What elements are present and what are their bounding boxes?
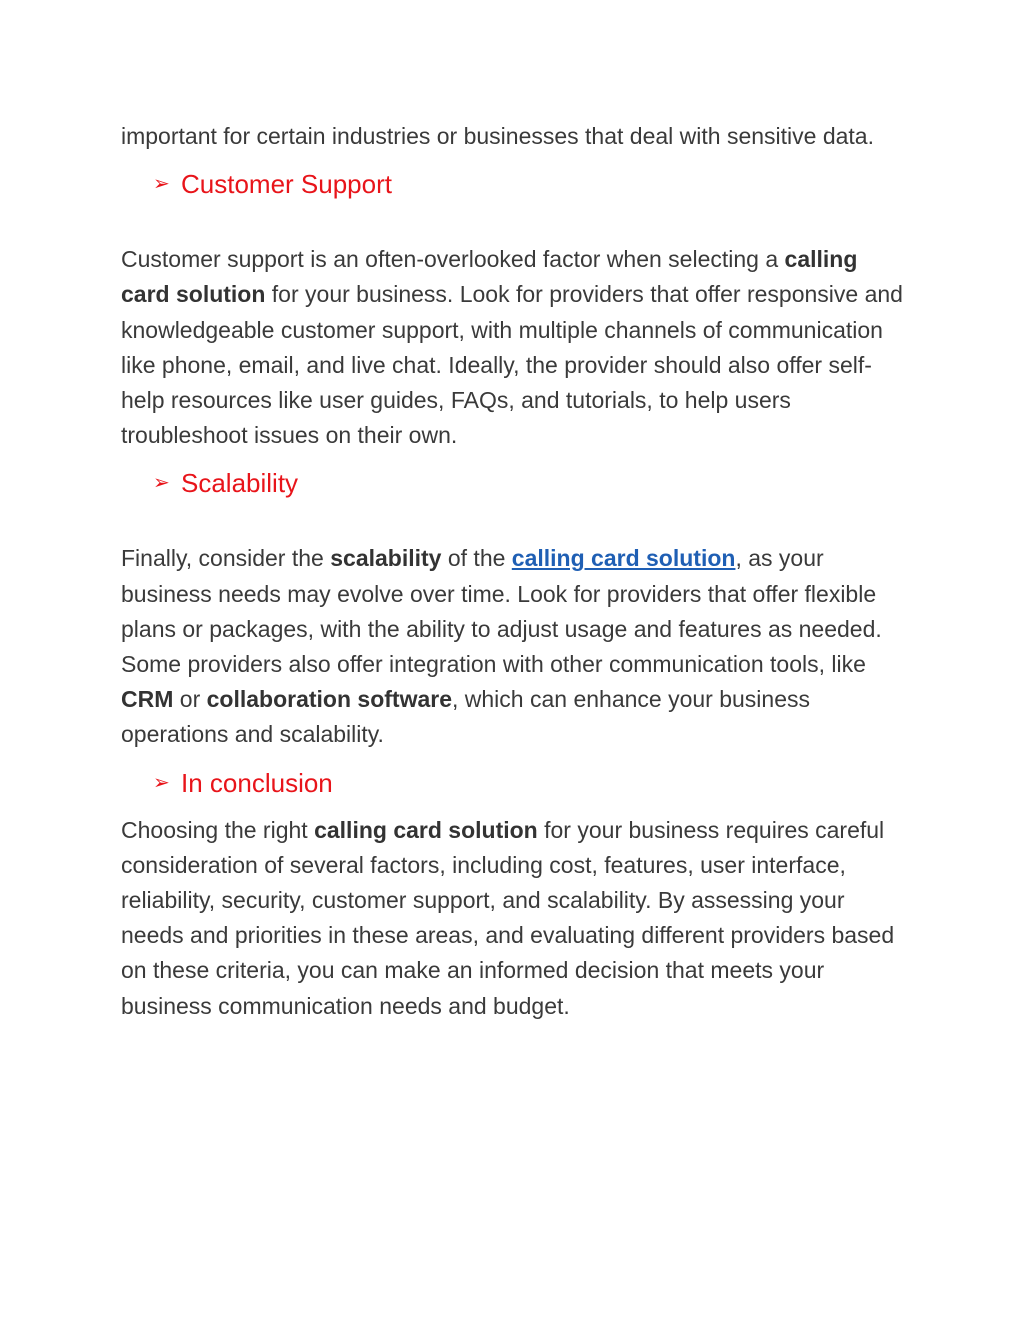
heading-in-conclusion: [121, 765, 911, 801]
heading-label: Customer Support: [181, 169, 392, 200]
bold-term: scalability: [330, 545, 442, 572]
document-page: [121, 119, 911, 1024]
text-run: for your business requires careful consideration of several factors, including cost, features, user interface, reliability, security, customer support, and scalability. By assessing your needs and priorities in these areas, and evaluating different providers based on these criteria, you can make an informed decision that meets your business communication needs and budget.: [121, 816, 895, 1019]
calling-card-solution-link[interactable]: calling card solution: [511, 545, 736, 572]
intro-tail-paragraph: important for certain industries or businesses that deal with sensitive data.: [121, 123, 874, 149]
arrow-bullet-icon: ➢: [153, 472, 170, 495]
heading-customer-support: [121, 166, 911, 202]
text-run: Customer support is an often-overlooked factor when selecting a: [121, 246, 785, 273]
text-run: for your business. Look for providers that offer responsive and knowledgeable customer support, with multiple channels of communication like phone, email, and live chat. Ideally, the provider should also offer self-help resources like user guides, FAQs, and tutorials, to help users troubleshoot issues on their own.: [121, 281, 903, 449]
heading-label: In conclusion: [181, 767, 333, 798]
bold-term: calling card solution: [314, 816, 538, 843]
heading-label: Scalability: [181, 468, 299, 499]
text-run: Finally, consider the: [121, 545, 331, 572]
text-run: , as your business needs may evolve over time. Look for providers that offer flexible plans or packages, with the ability to adjust usage and features as needed. Some providers also offer integration with other communication tools, like: [121, 545, 882, 678]
arrow-bullet-icon: ➢: [153, 173, 170, 196]
text-run: of the: [441, 545, 512, 572]
text-run: Choosing the right: [121, 816, 315, 843]
conclusion-paragraph: [121, 813, 911, 1024]
arrow-bullet-icon: ➢: [153, 771, 170, 794]
text-run: or: [173, 686, 207, 713]
bold-term: CRM: [121, 686, 174, 713]
text-run: , which can enhance your business operations and scalability.: [121, 686, 810, 748]
scalability-paragraph: [121, 541, 911, 752]
bold-term: calling card solution: [121, 246, 858, 308]
bold-term: collaboration software: [206, 686, 452, 713]
customer-support-paragraph: [121, 242, 911, 453]
heading-scalability: [121, 465, 911, 501]
